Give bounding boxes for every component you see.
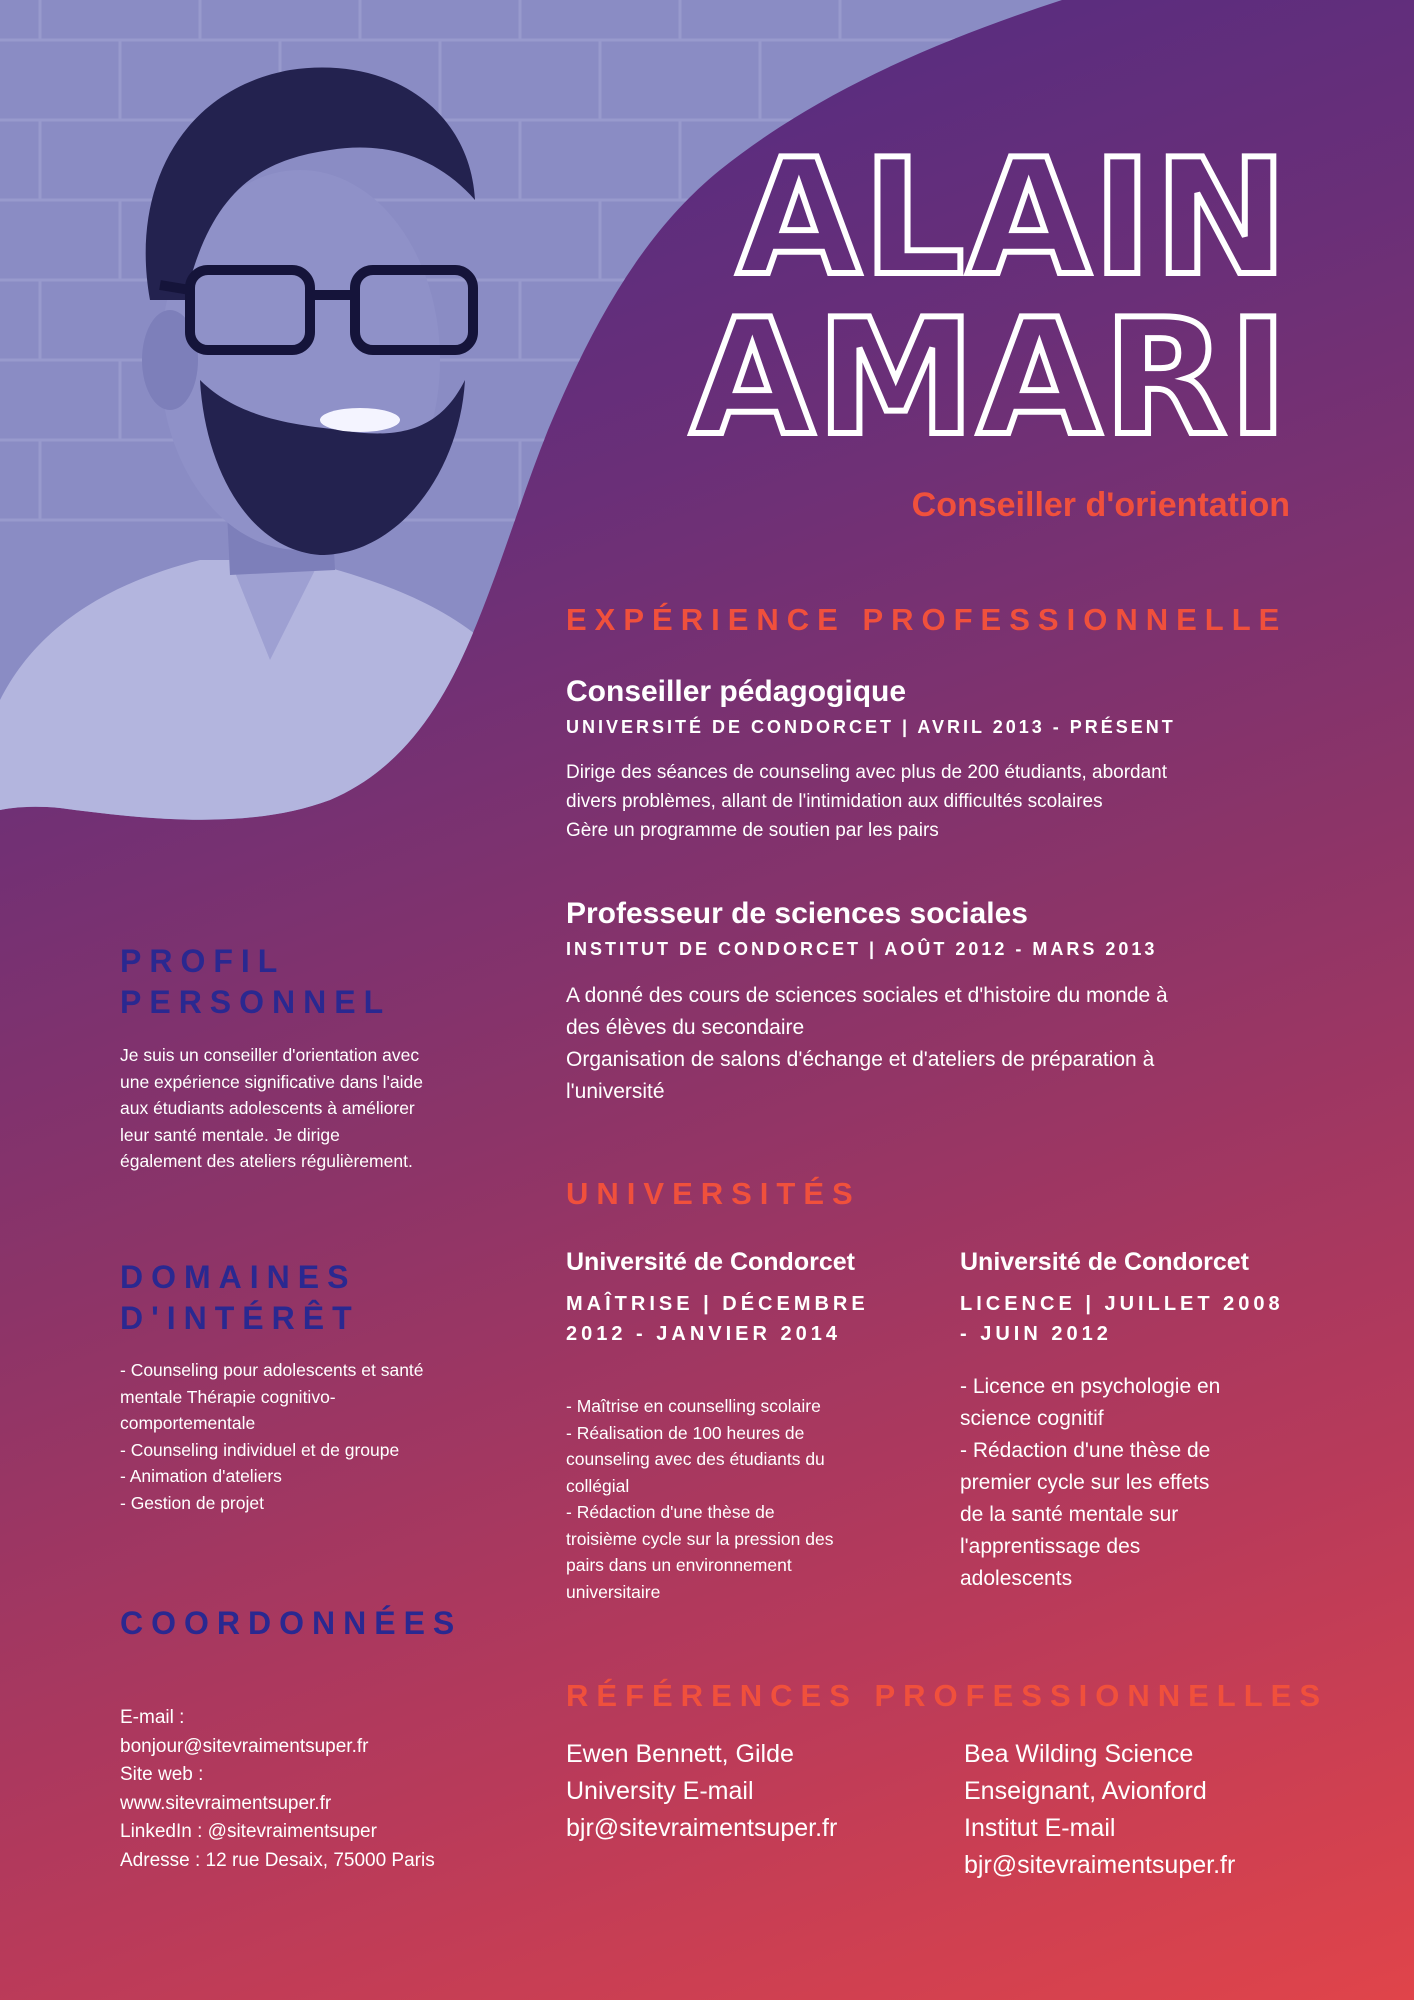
detail-line: l'apprentissage des	[960, 1535, 1141, 1558]
profile-text	[120, 1042, 495, 1175]
detail-line: - Rédaction d'une thèse de	[566, 1502, 775, 1522]
detail-line: - Maîtrise en counselling scolaire	[566, 1396, 821, 1416]
profile-line: Je suis un conseiller d'orientation avec	[120, 1045, 420, 1065]
university-degree: MAÎTRISE | DÉCEMBRE 2012 - JANVIER 2014	[566, 1293, 869, 1345]
experience-description	[566, 758, 1306, 845]
contact-email[interactable]: bonjour@sitevraimentsuper.fr	[120, 1735, 369, 1757]
contact-line: E-mail :	[120, 1707, 185, 1728]
university-details	[960, 1371, 1320, 1595]
reference-item-1	[566, 1736, 946, 1847]
experience-role: Professeur de sciences sociales	[566, 897, 1028, 930]
detail-line: counseling avec des étudiants du	[566, 1449, 825, 1469]
contact-details	[120, 1704, 520, 1875]
reference-line: Bea Wilding Science	[964, 1740, 1194, 1768]
reference-line: bjr@sitevraimentsuper.fr	[964, 1851, 1236, 1879]
universities-heading: UNIVERSITÉS	[566, 1176, 861, 1211]
experience-item-2	[566, 897, 1306, 1108]
university-item-1	[566, 1248, 926, 1605]
interest-line: comportementale	[120, 1413, 256, 1433]
reference-line: Ewen Bennett, Gilde	[566, 1740, 794, 1768]
reference-line: Enseignant, Avionford	[964, 1777, 1207, 1805]
detail-line: de la santé mentale sur	[960, 1503, 1179, 1526]
detail-line: universitaire	[566, 1581, 661, 1602]
experience-description	[566, 980, 1306, 1108]
interests-heading: DOMAINES D'INTÉRÊT	[120, 1259, 360, 1336]
detail-line: troisième cycle sur la pression des	[566, 1528, 834, 1549]
interest-line: - Counseling pour adolescents et santé	[120, 1360, 424, 1380]
description-line: Dirige des séances de counseling avec plus de 200 étudiants, abordant	[566, 762, 1168, 783]
interest-line: - Animation d'ateliers	[120, 1466, 282, 1486]
reference-line: University E-mail	[566, 1777, 754, 1805]
interest-line: - Gestion de projet	[120, 1492, 264, 1513]
university-item-2	[960, 1248, 1320, 1595]
detail-line: science cognitif	[960, 1407, 1104, 1430]
references-heading: RÉFÉRENCES PROFESSIONNELLES	[566, 1678, 1329, 1713]
description-line: des élèves du secondaire	[566, 1016, 805, 1039]
university-degree: LICENCE | JUILLET 2008 - JUIN 2012	[960, 1293, 1284, 1345]
contact-address: Adresse : 12 rue Desaix, 75000 Paris	[120, 1849, 435, 1871]
description-line: A donné des cours de sciences sociales et d'histoire du monde à	[566, 984, 1168, 1007]
profile-line: leur santé mentale. Je dirige	[120, 1124, 340, 1145]
reference-line: Institut E-mail	[964, 1814, 1116, 1842]
detail-line: collégial	[566, 1475, 630, 1496]
experience-heading: EXPÉRIENCE PROFESSIONNELLE	[566, 602, 1288, 637]
detail-line: pairs dans un environnement	[566, 1555, 792, 1575]
description-line: divers problèmes, allant de l'intimidation aux difficultés scolaires	[566, 791, 1103, 812]
detail-line: premier cycle sur les effets	[960, 1471, 1210, 1494]
detail-line: adolescents	[960, 1567, 1073, 1590]
interests-list	[120, 1357, 495, 1516]
detail-line: - Licence en psychologie en	[960, 1375, 1221, 1398]
interest-line: mentale Thérapie cognitivo-	[120, 1386, 336, 1407]
description-line: Gère un programme de soutien par les pairs	[566, 820, 939, 841]
university-name: Université de Condorcet	[960, 1248, 1249, 1276]
profile-line: également des ateliers régulièrement.	[120, 1151, 413, 1171]
contact-website[interactable]: www.sitevraimentsuper.fr	[120, 1792, 332, 1814]
name-first: ALAIN	[736, 124, 1290, 311]
contact-linkedin[interactable]: LinkedIn : @sitevraimentsuper	[120, 1821, 377, 1842]
detail-line: - Réalisation de 100 heures de	[566, 1422, 805, 1443]
contact-line: Site web :	[120, 1764, 204, 1785]
experience-meta: UNIVERSITÉ DE CONDORCET | AVRIL 2013 - PRÉSENT	[566, 717, 1176, 737]
university-details	[566, 1393, 926, 1605]
interest-line: - Counseling individuel et de groupe	[120, 1439, 400, 1460]
contact-heading: COORDONNÉES	[120, 1605, 463, 1641]
reference-item-2	[964, 1736, 1344, 1884]
profile-line: une expérience significative dans l'aide	[120, 1071, 423, 1092]
description-line: Organisation de salons d'échange et d'ateliers de préparation à	[566, 1048, 1155, 1071]
profile-line: aux étudiants adolescents à améliorer	[120, 1098, 415, 1118]
name-last: AMARI	[690, 284, 1290, 471]
experience-item-1	[566, 675, 1306, 845]
experience-meta: INSTITUT DE CONDORCET | AOÛT 2012 - MARS 2013	[566, 939, 1158, 959]
profile-heading: PROFIL PERSONNEL	[120, 943, 392, 1020]
university-name: Université de Condorcet	[566, 1248, 855, 1276]
detail-line: - Rédaction d'une thèse de	[960, 1439, 1211, 1462]
reference-line: bjr@sitevraimentsuper.fr	[566, 1814, 838, 1842]
job-title: Conseiller d'orientation	[911, 486, 1290, 524]
experience-role: Conseiller pédagogique	[566, 675, 907, 708]
description-line: l'université	[566, 1080, 665, 1103]
